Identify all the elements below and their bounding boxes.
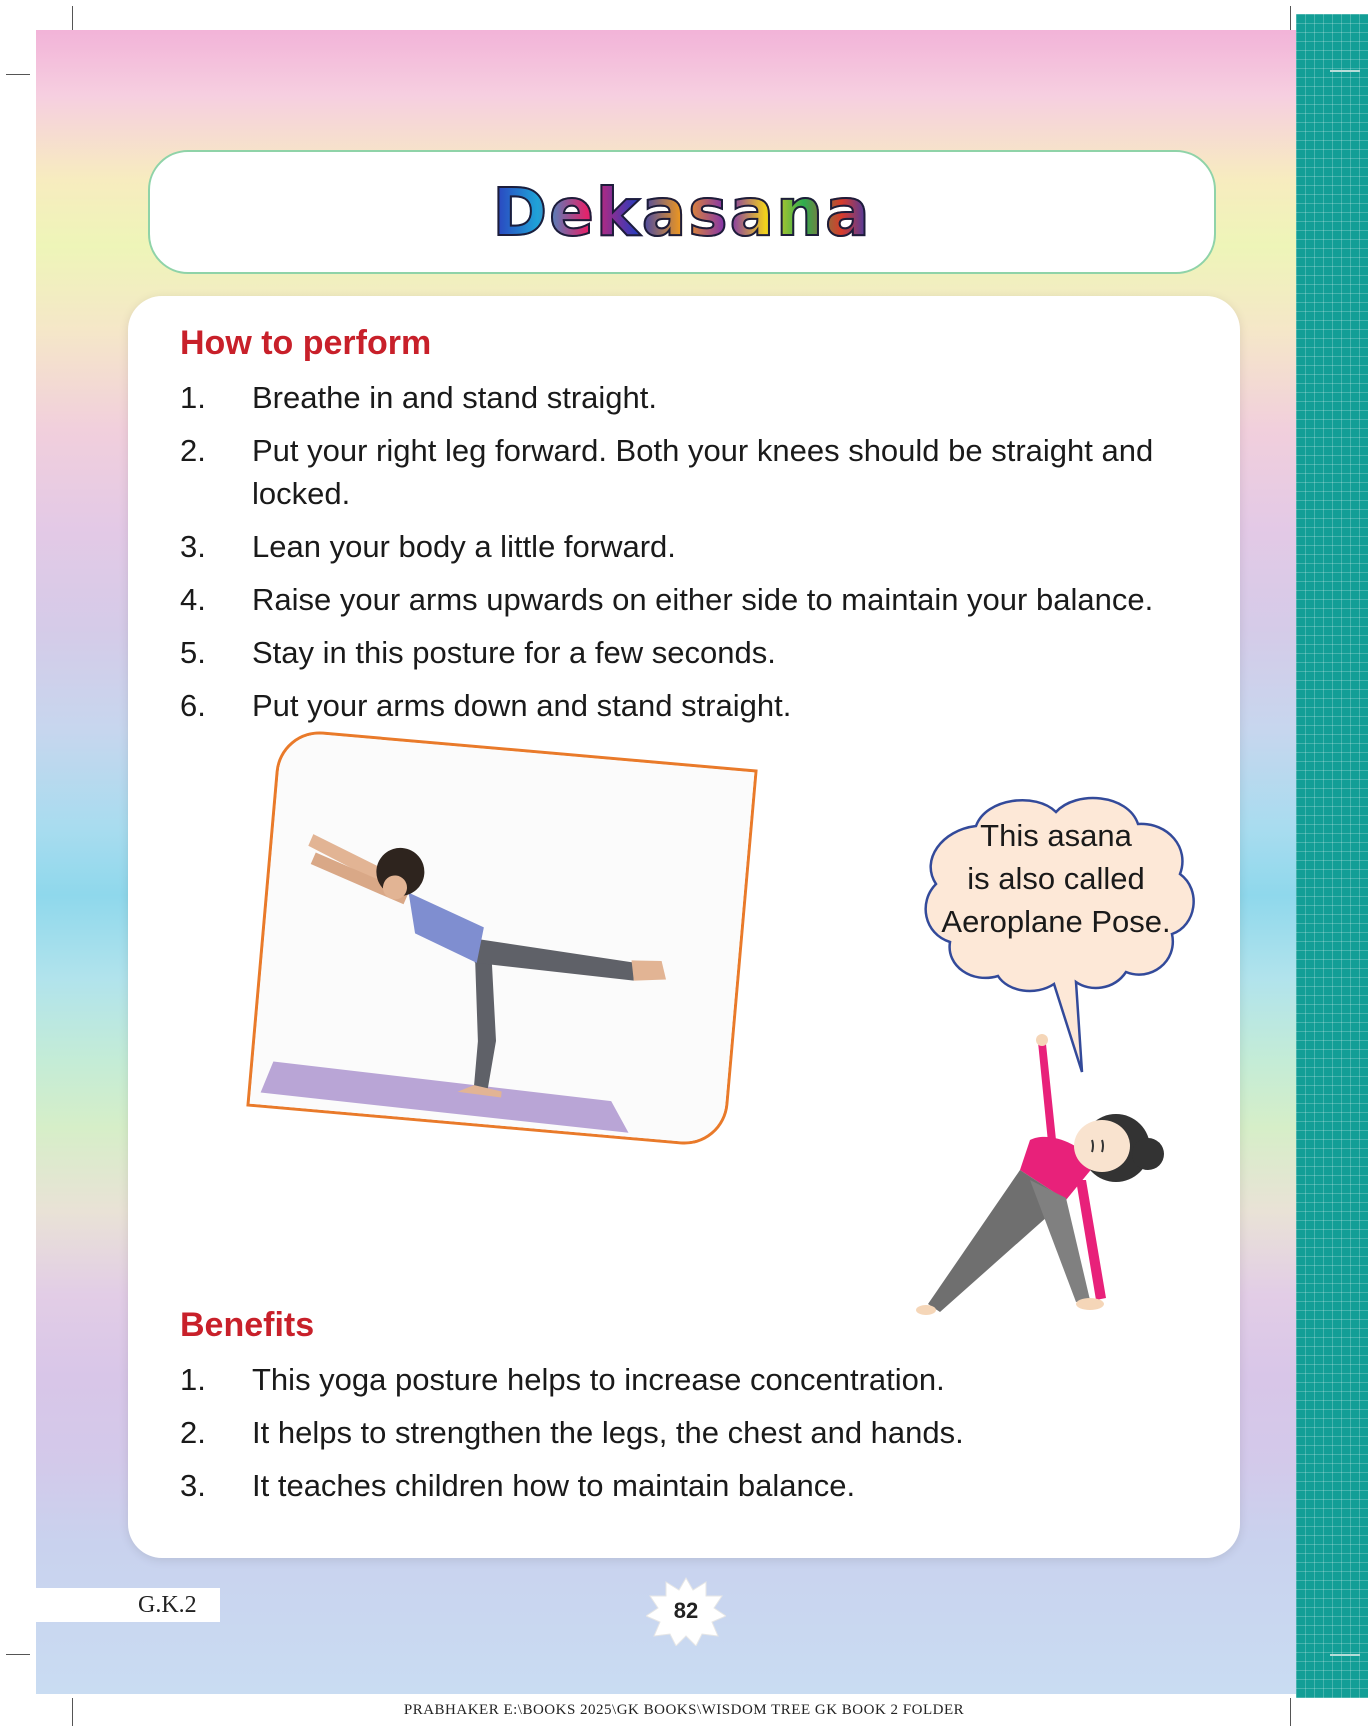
crop-mark-bottom-left-h	[6, 1654, 30, 1655]
step-number: 4.	[180, 582, 206, 617]
how-to-heading: How to perform	[180, 324, 432, 362]
book-label: G.K.2	[36, 1588, 220, 1622]
step-text: Lean your body a little forward.	[252, 529, 676, 564]
how-to-steps	[180, 376, 1200, 737]
list-item	[180, 631, 1200, 674]
list-item	[180, 376, 1200, 419]
side-grid-strip	[1296, 14, 1368, 1698]
benefit-text: It helps to strengthen the legs, the chest and hands.	[252, 1415, 964, 1450]
pose-photo	[246, 728, 757, 1148]
step-text: Raise your arms upwards on either side to maintain your balance.	[252, 582, 1154, 617]
benefits-list	[180, 1358, 1200, 1517]
crop-mark-top-right-v	[1290, 6, 1291, 30]
step-number: 6.	[180, 688, 206, 723]
list-item	[180, 1358, 1200, 1401]
step-text: Stay in this posture for a few seconds.	[252, 635, 776, 670]
woman-pose-illustration	[249, 731, 758, 1148]
strip-tick-top	[1330, 70, 1360, 72]
speech-bubble-text	[906, 814, 1206, 943]
crop-mark-top-left-h	[6, 74, 30, 75]
benefit-text: It teaches children how to maintain balance.	[252, 1468, 856, 1503]
page-number: 82	[673, 1598, 699, 1623]
benefit-number: 3.	[180, 1468, 206, 1503]
speech-line-1: This asana	[980, 818, 1132, 853]
benefits-heading: Benefits	[180, 1306, 315, 1344]
page-number-badge	[646, 1576, 726, 1646]
step-text: Put your arms down and stand straight.	[252, 688, 792, 723]
speech-line-3: Aeroplane Pose.	[941, 904, 1171, 939]
step-number: 2.	[180, 433, 206, 468]
print-footer: PRABHAKER E:\BOOKS 2025\GK BOOKS\WISDOM TREE GK BOOK 2 FOLDER	[403, 1702, 965, 1718]
list-item	[180, 578, 1200, 621]
photo-frame	[246, 728, 757, 1148]
cartoon-girl-illustration	[880, 1030, 1180, 1330]
benefit-number: 1.	[180, 1362, 206, 1397]
step-text: Breathe in and stand straight.	[252, 380, 657, 415]
step-number: 5.	[180, 635, 206, 670]
list-item	[180, 684, 1200, 727]
list-item	[180, 525, 1200, 568]
step-number: 3.	[180, 529, 206, 564]
step-number: 1.	[180, 380, 206, 415]
speech-line-2: is also called	[967, 861, 1145, 896]
benefit-number: 2.	[180, 1415, 206, 1450]
list-item	[180, 1411, 1200, 1454]
list-item	[180, 1464, 1200, 1507]
step-text: Put your right leg forward. Both your knees should be straight and locked.	[252, 433, 1154, 511]
list-item	[180, 429, 1200, 515]
title-card	[148, 150, 1216, 274]
benefit-text: This yoga posture helps to increase concentration.	[252, 1362, 945, 1397]
strip-tick-bottom	[1330, 1654, 1360, 1656]
page-title: Dekasana	[492, 173, 872, 251]
crop-mark-top-left-v	[72, 6, 73, 30]
